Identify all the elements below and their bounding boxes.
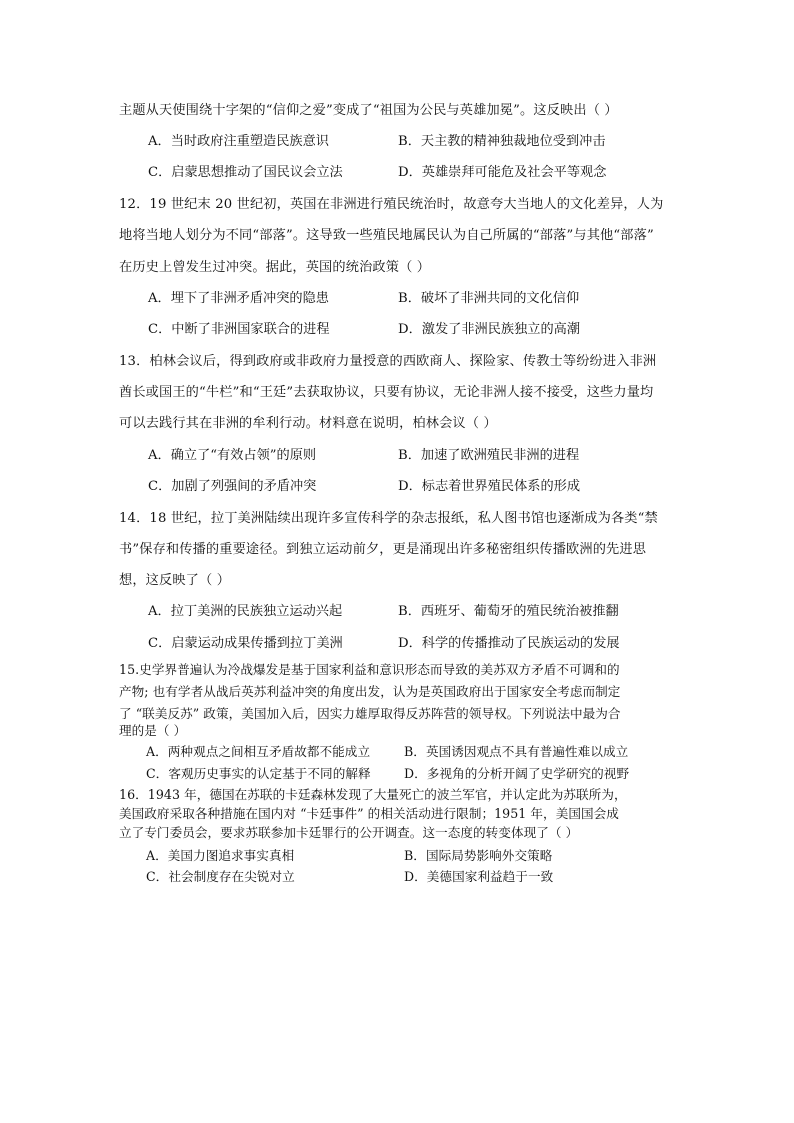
q13-option-c[interactable]: C．加剧了列强间的矛盾冲突 (148, 479, 317, 494)
q12-stem-line-3: 在历史上曾发生过冲突。据此，英国的统治政策（ ） (119, 260, 431, 275)
q16-option-d[interactable]: D．美德国家利益趋于一致 (404, 869, 554, 884)
q13-stem-line-2: 酋长或国王的“牛栏”和“王廷”去获取协议，只要有协议，无论非洲人接不接受，这些力量均 (119, 385, 654, 400)
q16-option-a[interactable]: A．美国力图追求事实真相 (146, 848, 295, 863)
q12-option-a[interactable]: A．埋下了非洲矛盾冲突的隐患 (148, 291, 329, 306)
q15-stem-line-1: 15.史学界普遍认为冷战爆发是基于国家利益和意识形态而导致的美苏双方矛盾不可调和的 (119, 662, 620, 677)
q13-option-a[interactable]: A．确立了“有效占领”的原则 (148, 448, 317, 463)
q14-stem-line-2: 书”保存和传播的重要途径。到独立运动前夕，更是涌现出许多秘密组织传播欧洲的先进思 (119, 542, 647, 557)
q13-option-b[interactable]: B．加速了欧洲殖民非洲的进程 (398, 448, 580, 463)
q16-stem-line-1: 16．1943 年，德国在苏联的卡廷森林发现了大量死亡的波兰军官，并认定此为苏联所为， (119, 787, 627, 802)
q16-stem-line-3: 立了专门委员会，要求苏联参加卡廷罪行的公开调查。这一态度的转变体现了（ ） (119, 825, 579, 840)
q14-option-a[interactable]: A．拉丁美洲的民族独立运动兴起 (148, 604, 343, 619)
q13-stem-line-1: 13．柏林会议后，得到政府或非政府力量授意的西欧商人、探险家、传教士等纷纷进入非洲 (119, 354, 657, 369)
q16-stem-line-2: 美国政府采取各种措施在国内对 “卡廷事件” 的相关活动进行限制；1951 年，美国国会成 (119, 806, 619, 821)
q14-stem-line-1: 14．18 世纪，拉丁美洲陆续出现许多宣传科学的杂志报纸，私人图书馆也逐渐成为各类“禁 (119, 511, 658, 526)
q12-stem-line-2: 地将当地人划分为不同“部落”。这导致一些殖民地属民认为自己所属的“部落”与其他“部落” (119, 228, 654, 243)
q12-option-c[interactable]: C．中断了非洲国家联合的进程 (148, 322, 330, 337)
q15-option-c[interactable]: C．客观历史事实的认定基于不同的解释 (146, 766, 371, 781)
q11-option-b[interactable]: B．天主教的精神独裁地位受到冲击 (398, 134, 606, 149)
q14-stem-line-3: 想，这反映了（ ） (119, 573, 231, 588)
q15-stem-line-4: 理的是（ ） (119, 723, 187, 738)
q12-stem-line-1: 12．19 世纪末 20 世纪初，英国在非洲进行殖民统治时，故意夸大当地人的文化差异，人为 (119, 197, 664, 212)
q15-stem-line-3: 了 “联美反苏” 政策，美国加入后，因实力雄厚取得反苏阵营的领导权。下列说法中最为合 (119, 706, 621, 721)
q14-option-d[interactable]: D．科学的传播推动了民族运动的发展 (398, 636, 620, 651)
q13-stem-line-3: 可以去践行其在非洲的牟利行动。材料意在说明，柏林会议（ ） (119, 416, 497, 431)
q12-option-b[interactable]: B．破坏了非洲共同的文化信仰 (398, 291, 580, 306)
q15-option-b[interactable]: B．英国诱因观点不具有普遍性难以成立 (404, 744, 629, 759)
q12-option-d[interactable]: D．激发了非洲民族独立的高潮 (398, 322, 581, 337)
q16-option-c[interactable]: C．社会制度存在尖锐对立 (146, 869, 295, 884)
q15-option-d[interactable]: D．多视角的分析开阔了史学研究的视野 (404, 766, 630, 781)
q11-option-a[interactable]: A．当时政府注重塑造民族意识 (148, 134, 329, 149)
q15-stem-line-2: 产物; 也有学者从战后英苏利益冲突的角度出发，认为是英国政府出于国家安全考虑而制定 (119, 684, 621, 699)
q14-option-c[interactable]: C．启蒙运动成果传播到拉丁美洲 (148, 636, 343, 651)
q13-option-d[interactable]: D．标志着世界殖民体系的形成 (398, 479, 581, 494)
q15-option-a[interactable]: A．两种观点之间相互矛盾故都不能成立 (146, 744, 371, 759)
q16-option-b[interactable]: B．国际局势影响外交策略 (404, 848, 553, 863)
q14-option-b[interactable]: B．西班牙、葡萄牙的殖民统治被推翻 (398, 604, 619, 619)
q11-option-d[interactable]: D．英雄崇拜可能危及社会平等观念 (398, 165, 607, 180)
q11-option-c[interactable]: C．启蒙思想推动了国民议会立法 (148, 165, 343, 180)
q11-stem-line: 主题从天使围绕十字架的“信仰之爱”变成了“祖国为公民与英雄加冕”。这反映出（ ） (119, 103, 618, 118)
